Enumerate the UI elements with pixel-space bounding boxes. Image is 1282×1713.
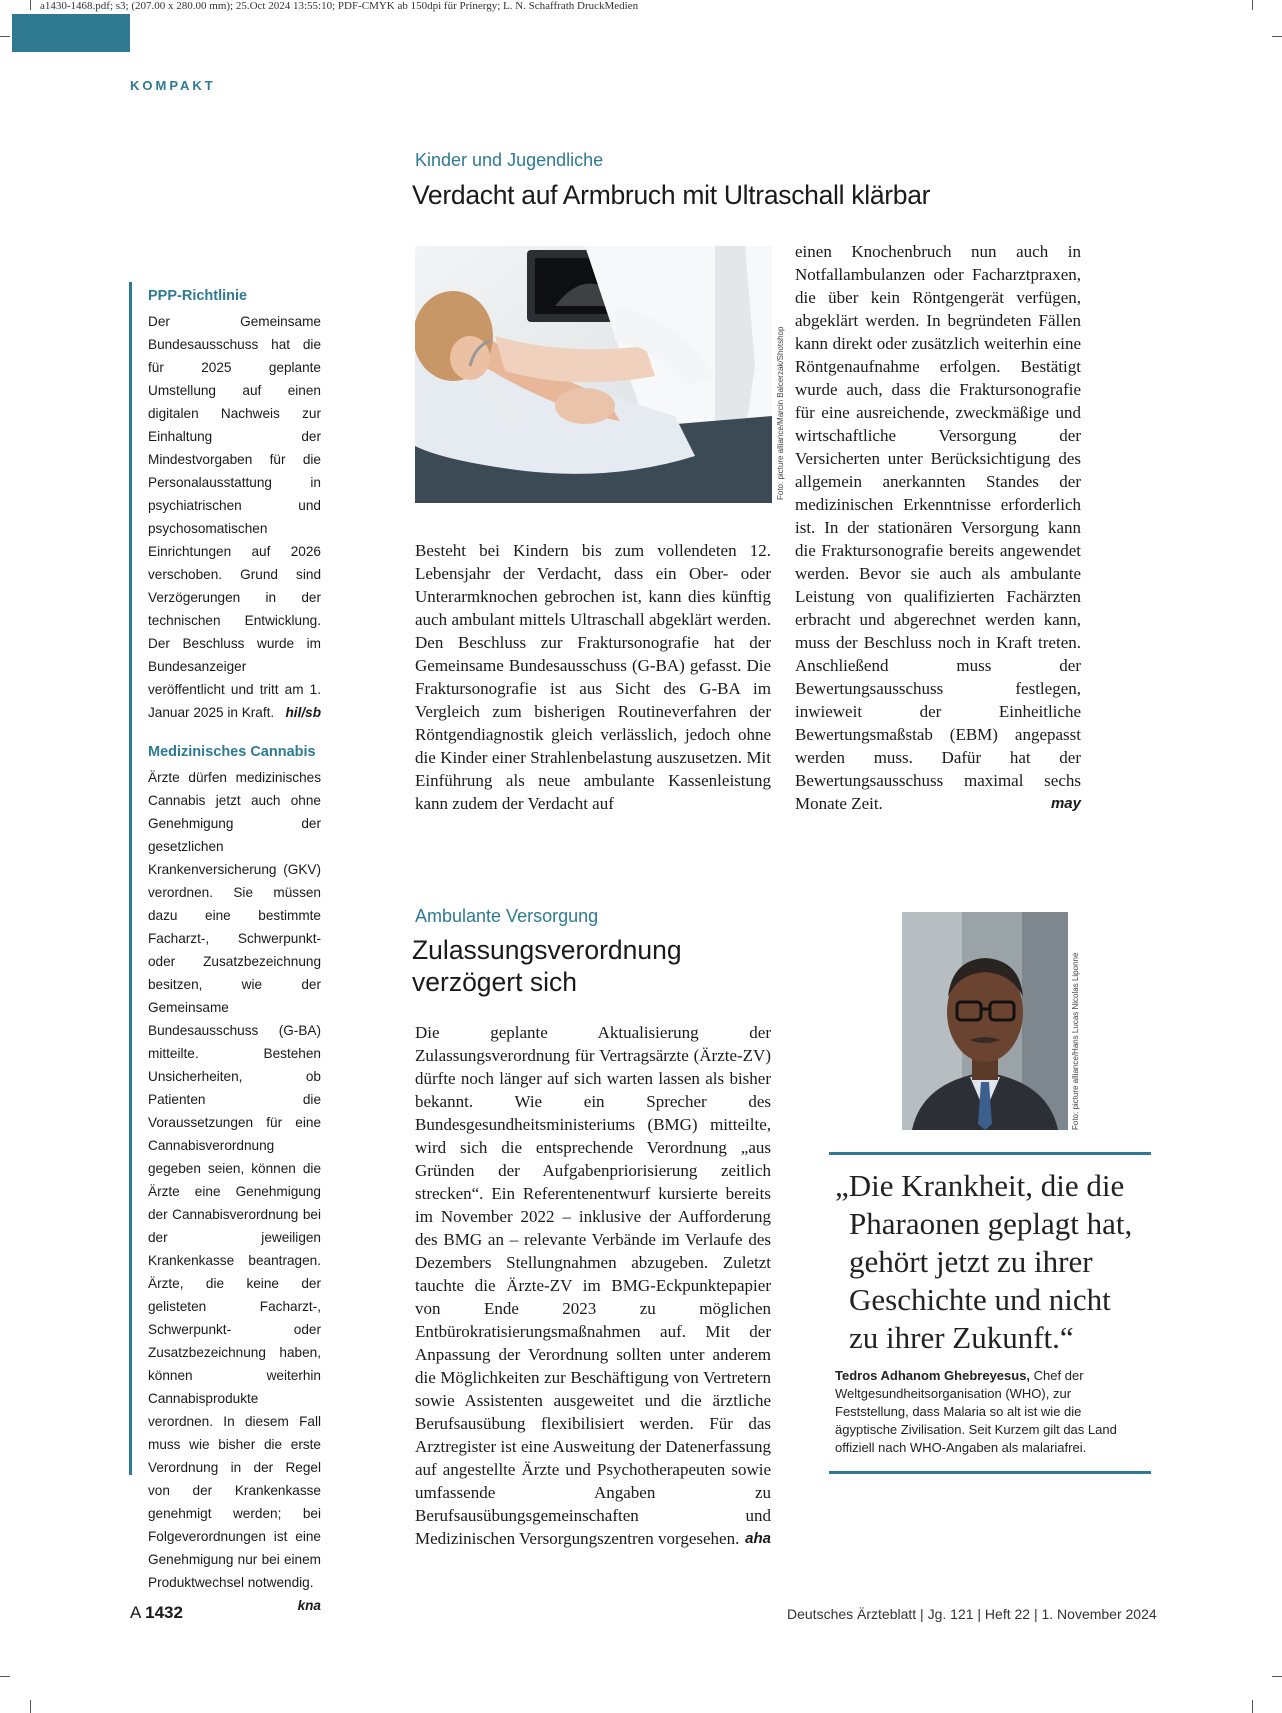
sidebar-block	[148, 738, 321, 1613]
article-body-column: Besteht bei Kindern bis zum vollendeten 12. Lebensjahr der Verdacht, dass ein Ober- oder Unterarmknochen gebrochen ist, kann dies künftig auch ambulant mittels Ultraschall abgeklärt werden. Den Beschluss zur Fraktursonografie hat der Gemeinsame Bundesausschuss (G-BA) gefasst. Die Fraktursonografie ist aus Sicht des G-BA im Vergleich zum bisherigen Routineverfahren der Röntgendiagnostik gleich verlässlich, jedoch ohne die Kinder einer Strahlenbelastung auszusetzen. Mit Einführung als neue ambulante Kassenleistung kann zudem der Verdacht auf	[415, 541, 771, 813]
section-label: KOMPAKT	[130, 78, 216, 93]
crop-mark	[1252, 1700, 1253, 1713]
corner-color-bar	[12, 14, 130, 52]
quote-author: Tedros Adhanom Ghebreyesus,	[835, 1368, 1031, 1383]
crop-mark	[30, 0, 31, 10]
crop-mark	[0, 1676, 10, 1677]
quote-attribution	[835, 1367, 1147, 1457]
crop-mark	[30, 1700, 31, 1713]
article-title: Zulassungsverordnung verzögert sich	[412, 935, 682, 997]
article-kicker: Kinder und Jugendliche	[415, 150, 604, 170]
quote-text: „Die Krankheit, die die Pharaonen geplagt hat, gehört jetzt zu ihrer Geschichte und nicht zu ihrer Zukunft.“	[835, 1168, 1133, 1355]
portrait-photo	[902, 912, 1068, 1130]
print-info-line: a1430-1468.pdf; s3; (207.00 x 280.00 mm); 25.Oct 2024 13:55:10; PDF-CMYK ab 150dpi für Prinergy; L. N. Schaffrath DruckMedien	[40, 0, 639, 12]
sidebar-block	[148, 282, 321, 724]
article-body-column: einen Knochenbruch nun auch in Notfallambulanzen oder Facharztpraxen, die über kein Röntgengerät verfügen, abgeklärt werden. In begründeten Fällen kann direkt oder zusätzlich weiterhin eine Röntgenaufnahme erfolgen. Bestätigt wurde auch, dass die Fraktursonografie für eine ausreichende, zweckmäßige und wirtschaftliche Versorgung der Versicherten unter Berücksichtigung des allgemein anerkannten Standes der medizinischen Erkenntnisse erforderlich ist. In der stationären Versorgung kann die Fraktursonografie bereits angewendet werden. Bevor sie auch als ambulante Leistung von qualifizierten Fachärzten erbracht und abgerechnet werden kann, muss der Beschluss noch in Kraft treten. Anschließend muss der Bewertungsausschuss festlegen, inwieweit der Einheitliche Bewertungsmaßstab (EBM) angepasst werden muss. Dafür hat der Bewertungsausschuss maximal sechs Monate Zeit. may	[795, 242, 1081, 813]
signature: may	[1050, 795, 1081, 812]
article-kicker: Ambulante Versorgung	[415, 906, 599, 926]
signature: kna	[297, 1598, 321, 1613]
sidebar-heading: PPP-Richtlinie	[148, 288, 248, 304]
crop-mark	[0, 36, 10, 37]
sidebar-text: Ärzte dürfen medizinisches Cannabis jetzt auch ohne Genehmigung der gesetzlichen Krankenversicherung (GKV) verordnen. Sie müssen dazu eine bestimmte Facharzt-, Schwerpunkt- oder Zusatzbezeichnung besitzen, wie der Gemeinsame Bundesausschuss (G-BA) mitteilte. Bestehen Unsicherheiten, ob Patienten die Voraussetzungen für eine Cannabisverordnung gegeben seien, können die Ärzte eine Genehmigung der Cannabisverordnung bei der jeweiligen Krankenkasse beantragen. Ärzte, die keine der gelisteten Facharzt-, Schwerpunkt- oder Zusatzbezeichnung haben, können weiterhin Cannabisprodukte verordnen. In diesem Fall muss wie bisher die erste Verordnung in der Regel von der Krankenkasse genehmigt werden; bei Folgeverordnungen ist eine Genehmigung nur bei einem Produktwechsel notwendig. kna	[148, 766, 321, 1594]
ultrasound-photo	[415, 246, 772, 503]
page-number: A 1432	[130, 1603, 183, 1622]
article-title: Verdacht auf Armbruch mit Ultraschall klärbar	[412, 180, 931, 210]
quote-description: Chef der Weltgesundheitsorganisation (WHO), zur Feststellung, dass Malaria so alt ist wie die ägyptische Zivilisation. Seit Kurzem gilt das Land offiziell nach WHO-Angaben als malariafrei.	[835, 1368, 1117, 1455]
photo-credit: Foto: picture alliance/Hans Lucas Nicolas Liponne	[1071, 952, 1080, 1130]
crop-mark	[1272, 1676, 1282, 1677]
sidebar-heading: Medizinisches Cannabis	[148, 744, 316, 760]
signature: aha	[745, 1530, 771, 1547]
journal-info: Deutsches Ärzteblatt | Jg. 121 | Heft 22 | 1. November 2024	[787, 1606, 1157, 1622]
signature: hil/sb	[285, 705, 321, 720]
quote-box	[829, 1152, 1151, 1474]
photo-credit: Foto: picture alliance/Marcin Balcerzak/Shotshop	[776, 326, 785, 500]
crop-mark	[1252, 0, 1253, 10]
article-body: Die geplante Aktualisierung der Zulassungsverordnung für Vertragsärzte (Ärzte-ZV) dürfte noch länger auf sich warten lassen als bisher bekannt. Wie ein Sprecher des Bundesgesundheitsministeriums (BMG) mitteilte, wird sich die entsprechende Verordnung „aus Gründen der Aufgabenpriorisierung zeitlich strecken“. Ein Referentenentwurf kursierte bereits im November 2022 – inklusive der Aufforderung des BMG an – relevante Verbände im Verlaufe des Dezembers Stellungnahmen abzugeben. Zuletzt tauchte die Ärzte-ZV im BMG-Eckpunktepapier von Ende 2023 zu möglichen Entbürokratisierungsmaßnahmen auf. Mit der Anpassung der Verordnung sollten unter anderem die Möglichkeiten zur Beschäftigung von Vertretern sowie Assistenten ausgeweitet und die ärztliche Berufsausübung flexibilisiert werden. Für das Arztregister ist eine Ausweitung der Datenerfassung auf angestellte Ärzte und Psychotherapeuten sowie umfassende Angaben zu Berufsausübungsgemeinschaften und Medizinischen Versorgungszentren vorgesehen. aha	[415, 1023, 771, 1548]
sidebar-text: Der Gemeinsame Bundesausschuss hat die für 2025 geplante Umstellung auf einen digitalen Nachweis zur Einhaltung der Mindestvorgaben für die Personalausstattung in psychiatrischen und psychosomatischen Einrichtungen auf 2026 verschoben. Grund sind Verzögerungen in der technischen Entwicklung. Der Beschluss wurde im Bundesanzeiger veröffentlicht und tritt am 1. Januar 2025 in Kraft. hil/sb	[148, 310, 321, 724]
crop-mark	[1272, 36, 1282, 37]
